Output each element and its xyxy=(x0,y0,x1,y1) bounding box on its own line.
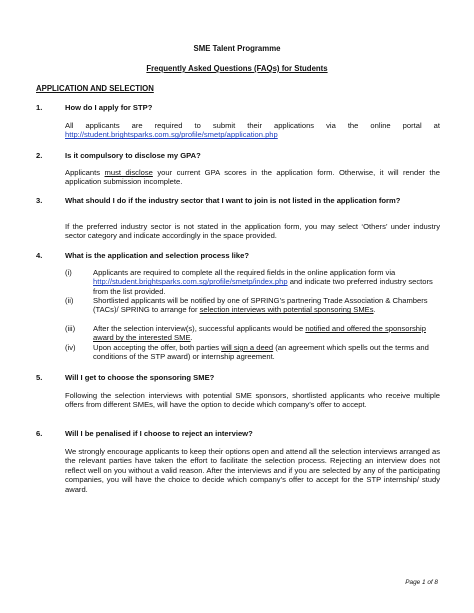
list-item-text-part: and indicate two preferred industry sectors from the list provided. xyxy=(93,277,433,296)
question-5 xyxy=(36,373,440,382)
list-item-text-part: Shortlisted applicants will be notified by one of SPRING’s partnering Trade Association & Chambers (TACs)/ SPRING to arrange for xyxy=(93,296,428,315)
application-portal-link[interactable]: http://student.brightsparks.com.sg/profile/smetp/application.php xyxy=(65,130,278,140)
question-6 xyxy=(36,429,440,438)
list-item-underlined-text: will sign a deed xyxy=(221,343,274,352)
question-number: 5. xyxy=(36,373,43,382)
answer-2 xyxy=(65,168,440,187)
list-item-underlined-text: notified and offered the sponsorship award by the interested SME xyxy=(93,324,426,343)
list-item-text xyxy=(93,296,440,315)
answer-1 xyxy=(65,121,440,140)
list-item-underlined-text: selection interviews with potential sponsoring SMEs xyxy=(199,305,374,315)
answer-text: If the preferred industry sector is not stated in the application form, you may select ‘Others’ under industry sector category and indicate accordingly in the space provided. xyxy=(65,222,440,241)
answer-text: All applicants are required to submit their applications via the online portal at xyxy=(65,121,440,130)
answer-underlined-text: must disclose xyxy=(104,168,153,177)
question-number: 3. xyxy=(36,196,43,205)
question-number: 1. xyxy=(36,103,43,112)
document-title: SME Talent Programme xyxy=(193,44,281,53)
document-subtitle: Frequently Asked Questions (FAQs) for Students xyxy=(146,64,328,73)
list-item-text xyxy=(93,343,440,362)
answer-text: Following the selection interviews with potential SME sponsors, shortlisted applicants who receive multiple offers from different SMEs, will have the option to decide which company’s offer to accept. xyxy=(65,391,440,410)
question-number: 6. xyxy=(36,429,43,438)
answer-3 xyxy=(65,222,440,241)
student-profile-link[interactable]: http://student.brightsparks.com.sg/profile/smetp/index.php xyxy=(93,277,288,287)
list-item-text-part: After the selection interview(s), successful applicants would be xyxy=(93,324,306,333)
question-3 xyxy=(36,196,440,205)
list-item xyxy=(65,324,440,343)
question-text: What should I do if the industry sector that I want to join is not listed in the application form? xyxy=(65,196,401,205)
question-text: Is it compulsory to disclose my GPA? xyxy=(65,151,201,160)
list-item-text-part: . xyxy=(373,305,376,315)
question-text: How do I apply for STP? xyxy=(65,103,153,112)
list-item-text xyxy=(93,268,440,296)
list-item-number: (i) xyxy=(65,268,72,277)
question-text: Will I get to choose the sponsoring SME? xyxy=(65,373,215,382)
list-item-text-part: (an agreement which spells out the terms and conditions of the STP award) or internship agreement. xyxy=(93,343,429,362)
page-number: Page 1 of 8 xyxy=(405,579,438,586)
list-item-number: (ii) xyxy=(65,296,74,305)
list-item-number: (iv) xyxy=(65,343,76,352)
list-item xyxy=(65,343,440,362)
question-text: Will I be penalised if I choose to reject an interview? xyxy=(65,429,253,438)
question-number: 4. xyxy=(36,251,43,260)
answer-text: We strongly encourage applicants to keep their options open and attend all the selection interviews arranged as the relevant parties have taken the effort to facilitate the selection process. Rejecting an interview does not reflect well on you without a valid reason. After the interviews and if you are selected by any of the participating companies, you will have the choice to decide which company’s offer to accept for the STP internship/ study award. xyxy=(65,447,440,494)
question-number: 2. xyxy=(36,151,43,160)
answer-5 xyxy=(65,391,440,410)
list-item xyxy=(65,296,440,315)
question-4 xyxy=(36,251,440,260)
list-item-number: (iii) xyxy=(65,324,76,333)
list-item-text-part: Upon accepting the offer, both parties xyxy=(93,343,222,352)
list-item-text-part: . xyxy=(190,333,193,343)
list-item-text xyxy=(93,324,440,343)
question-text: What is the application and selection process like? xyxy=(65,251,249,260)
question-1 xyxy=(36,103,440,112)
question-2 xyxy=(36,151,440,160)
list-item xyxy=(65,268,440,296)
list-item-text-part: Applicants are required to complete all the required fields in the online application form via xyxy=(93,268,396,277)
answer-text: Applicants xyxy=(65,168,105,177)
answer-6 xyxy=(65,447,440,494)
answer-text: your current GPA scores in the application form. Otherwise, it will render the application submission incomplete. xyxy=(65,168,440,187)
section-heading: APPLICATION AND SELECTION xyxy=(36,84,154,93)
